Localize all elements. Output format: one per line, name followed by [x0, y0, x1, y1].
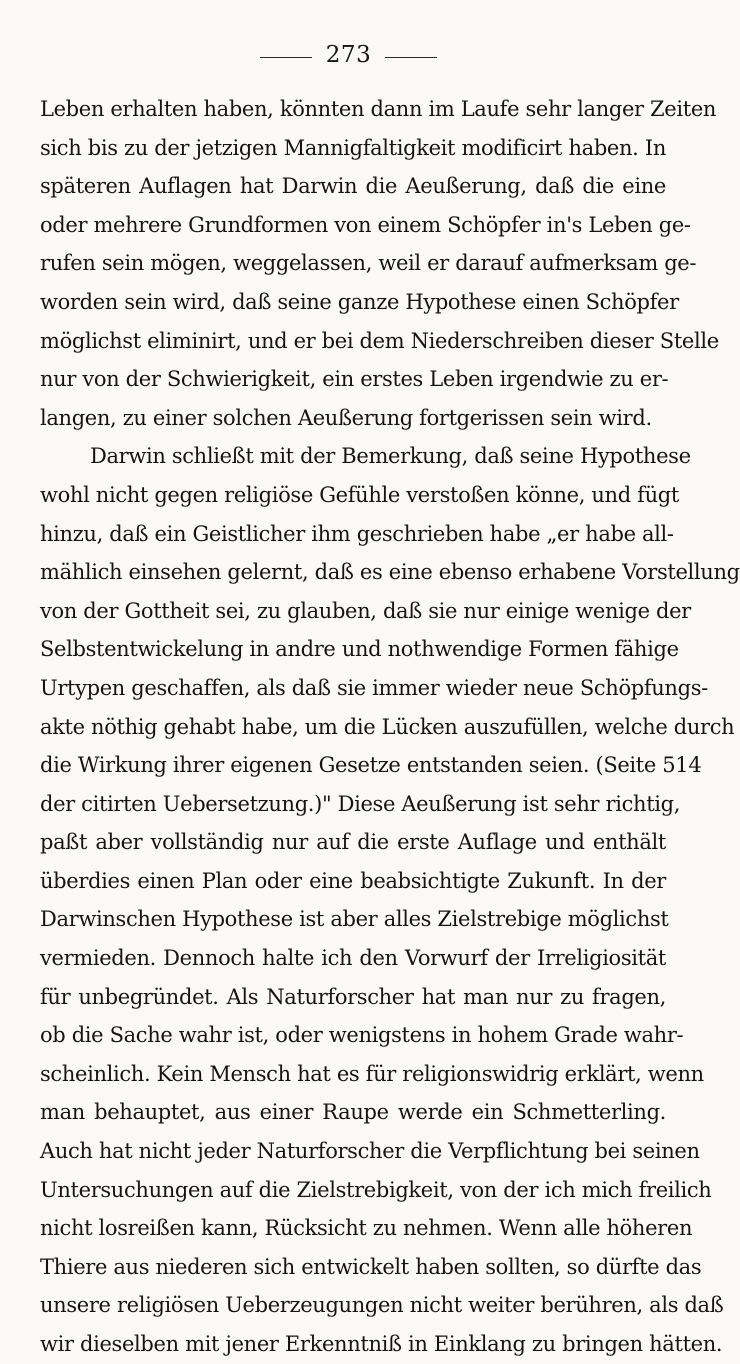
text-line: nur von der Schwierigkeit, ein erstes Leben irgendwie zu er-	[40, 367, 669, 392]
text-line: späteren Auflagen hat Darwin die Aeußerung, daß die eine	[40, 174, 666, 199]
text-line: ob die Sache wahr ist, oder wenigstens in hohem Grade wahr-	[40, 1023, 684, 1048]
text-line: wir dieselben mit jener Erkenntniß in Einklang zu bringen hätten.	[40, 1332, 723, 1356]
text-line-paragraph-end: langen, zu einer solchen Aeußerung fortgerissen sein wird.	[40, 405, 652, 430]
page-header	[0, 40, 697, 70]
header-rule-left	[260, 57, 312, 58]
text-line: Leben erhalten haben, könnten dann im Laufe sehr langer Zeiten	[40, 97, 717, 121]
text-line: paßt aber vollständig nur auf die erste Auflage und enthält	[40, 830, 666, 855]
text-line: nicht losreißen kann, Rücksicht zu nehmen. Wenn alle höheren	[40, 1216, 693, 1241]
text-line: Urtypen geschaffen, als daß sie immer wieder neue Schöpfungs-	[40, 675, 708, 700]
text-line: unsere religiösen Ueberzeugungen nicht weiter berühren, als daß	[40, 1293, 724, 1318]
text-line: oder mehrere Grundformen von einem Schöpfer in's Leben ge-	[40, 212, 691, 237]
text-line: man behauptet, aus einer Raupe werde ein Schmetterling.	[40, 1100, 666, 1125]
page-body-text	[40, 90, 740, 1364]
text-line: scheinlich. Kein Mensch hat es für religionswidrig erklärt, wenn	[40, 1061, 704, 1086]
text-line: der citirten Uebersetzung.)" Diese Aeußerung ist sehr richtig,	[40, 791, 681, 816]
header-rule-right	[385, 57, 437, 58]
text-line: rufen sein mögen, weggelassen, weil er darauf aufmerksam ge-	[40, 251, 697, 276]
text-line: möglichst eliminirt, und er bei dem Niederschreiben dieser Stelle	[40, 328, 719, 353]
text-line: worden sein wird, daß seine ganze Hypothese einen Schöpfer	[40, 289, 679, 314]
text-line: sich bis zu der jetzigen Mannigfaltigkeit modificirt haben. In	[40, 135, 666, 160]
text-line: akte nöthig gehabt habe, um die Lücken auszufüllen, welche durch	[40, 714, 735, 739]
text-line: Untersuchungen auf die Zielstrebigkeit, von der ich mich freilich	[40, 1177, 712, 1202]
text-line: vermieden. Dennoch halte ich den Vorwurf der Irreligiosität	[40, 946, 666, 971]
text-line: für unbegründet. Als Naturforscher hat man nur zu fragen,	[40, 984, 666, 1009]
text-line: Auch hat nicht jeder Naturforscher die Verpflichtung bei seinen	[40, 1139, 700, 1164]
text-line: mählich einsehen gelernt, daß es eine ebenso erhabene Vorstellung	[40, 560, 740, 585]
text-line: die Wirkung ihrer eigenen Gesetze entstanden seien. (Seite 514	[40, 753, 702, 778]
text-line: hinzu, daß ein Geistlicher ihm geschrieben habe „er habe all-	[40, 521, 674, 546]
page-number: 273	[325, 42, 372, 68]
text-line: von der Gottheit sei, zu glauben, daß sie nur einige wenige der	[40, 598, 691, 623]
text-line: Thiere aus niederen sich entwickelt haben sollten, so dürfte das	[40, 1254, 702, 1279]
text-line: wohl nicht gegen religiöse Gefühle verstoßen könne, und fügt	[40, 482, 679, 507]
text-line: überdies einen Plan oder eine beabsichtigte Zukunft. In der	[40, 868, 666, 893]
text-line: Selbstentwickelung in andre und nothwendige Formen fähige	[40, 637, 679, 662]
text-line: Darwinschen Hypothese ist aber alles Zielstrebige möglichst	[40, 907, 669, 932]
text-line-paragraph-start: Darwin schließt mit der Bemerkung, daß seine Hypothese	[90, 444, 691, 469]
